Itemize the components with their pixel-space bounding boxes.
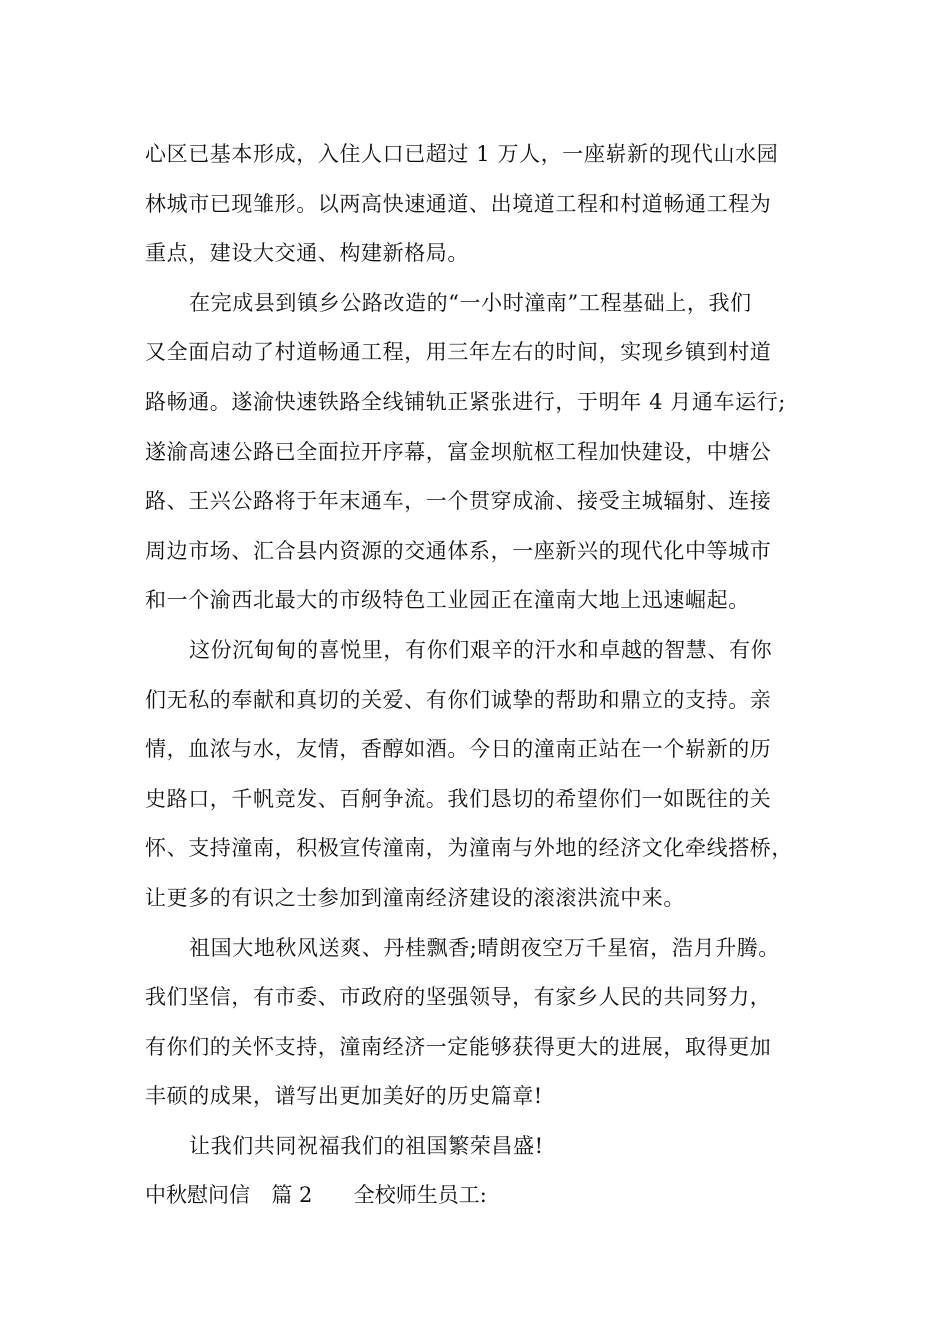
paragraph-line: 和一个渝西北最大的市级特色工业园正在潼南大地上迅速崛起。 xyxy=(145,588,750,613)
paragraph-line: 怀、支持潼南，积极宣传潼南，为潼南与外地的经济文化牵线搭桥， xyxy=(145,836,793,861)
paragraph-line: 祖国大地秋风送爽、丹桂飘香;晴朗夜空万千星宿，浩月升腾。 xyxy=(189,935,780,960)
paragraph xyxy=(145,279,810,626)
paragraph-line: 我们坚信，有市委、市政府的坚强领导，有家乡人民的共同努力， xyxy=(145,985,772,1010)
paragraph-line: 路、王兴公路将于年末通车，一个贯穿成渝、接受主城辐射、连接 xyxy=(145,489,772,514)
paragraph-line: 情，血浓与水，友情，香醇如酒。今日的潼南正站在一个崭新的历 xyxy=(145,737,772,762)
document-body xyxy=(145,130,810,1221)
paragraph-line: 在完成县到镇乡公路改造的“一小时潼南”工程基础上，我们 xyxy=(189,290,752,315)
section-heading xyxy=(145,1171,810,1221)
paragraph-line: 这份沉甸甸的喜悦里，有你们艰辛的汗水和卓越的智慧、有你 xyxy=(189,637,773,662)
paragraph-line: 遂渝高速公路已全面拉开序幕，富金坝航枢工程加快建设，中塘公 xyxy=(145,439,772,464)
salutation: 全校师生员工: xyxy=(353,1183,487,1208)
paragraph xyxy=(145,1122,810,1172)
paragraph-line: 心区已基本形成，入住人口已超过 1 万人，一座崭新的现代山水园 xyxy=(145,142,779,166)
paragraph xyxy=(145,130,810,279)
paragraph-line: 又全面启动了村道畅通工程，用三年左右的时间，实现乡镇到村道 xyxy=(145,340,772,365)
paragraph xyxy=(145,924,810,1122)
paragraph-line: 丰硕的成果，谱写出更加美好的历史篇章! xyxy=(145,1084,543,1109)
paragraph-line: 们无私的奉献和真切的关爱、有你们诚挚的帮助和鼎立的支持。亲 xyxy=(145,687,772,712)
paragraph-line: 史路口，千帆竞发、百舸争流。我们恳切的希望你们一如既往的关 xyxy=(145,786,772,811)
paragraph-line: 重点，建设大交通、构建新格局。 xyxy=(145,241,469,266)
paragraph xyxy=(145,626,810,924)
section-number: 篇 2 xyxy=(271,1183,313,1208)
paragraph-line: 周边市场、汇合县内资源的交通体系，一座新兴的现代化中等城市 xyxy=(145,538,772,563)
paragraph-line: 有你们的关怀支持，潼南经济一定能够获得更大的进展，取得更加 xyxy=(145,1034,772,1059)
section-title: 中秋慰问信 xyxy=(145,1183,250,1208)
paragraph-line: 让我们共同祝福我们的祖国繁荣昌盛! xyxy=(189,1133,544,1158)
paragraph-line: 路畅通。遂渝快速铁路全线铺轨正紧张进行，于明年 4 月通车运行; xyxy=(145,389,786,414)
paragraph-line: 让更多的有识之士参加到潼南经济建设的滚滚洪流中来。 xyxy=(145,885,685,910)
paragraph-line: 林城市已现雏形。以两高快速通道、出境道工程和村道畅通工程为 xyxy=(145,191,772,216)
